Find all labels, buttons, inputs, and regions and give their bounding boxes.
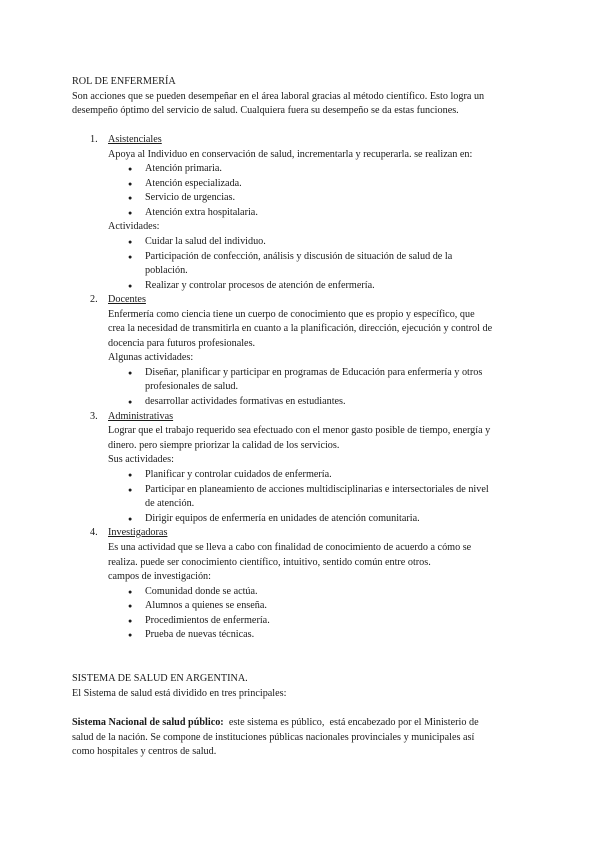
section-text: dinero. pero siempre priorizar la calidad de los servicios. — [108, 440, 340, 451]
section-label: campos de investigación: — [108, 571, 211, 582]
bullet-icon: ● — [128, 194, 133, 202]
bullet-icon: ● — [128, 180, 133, 188]
list-item-continuation: población. — [145, 265, 188, 276]
section-text: Apoya al Individuo en conservación de salud, incrementarla y recuperarla. se realizan en: — [108, 149, 473, 160]
sistema-item-line-1 — [72, 716, 479, 731]
section-label: Sus actividades: — [108, 454, 174, 465]
rol-intro-line-2: desempeño óptimo del servicio de salud. Cualquiera fuera su desempeño se da estas funciones. — [72, 105, 459, 116]
list-item: Alumnos a quienes se enseña. — [145, 600, 267, 611]
rol-title: ROL DE ENFERMERÍA — [72, 76, 176, 87]
bullet-icon: ● — [128, 631, 133, 639]
section-text: docencia para futuros profesionales. — [108, 338, 256, 349]
rol-intro-line-1: Son acciones que se pueden desempeñar en el área laboral gracias al método científico. Esto logra un — [72, 91, 485, 102]
sistema-item-line-2: salud de la nación. Se compone de instituciones públicas nacionales provinciales y municipales así — [72, 732, 475, 743]
bullet-icon: ● — [128, 588, 133, 596]
list-item: desarrollar actividades formativas en estudiantes. — [145, 396, 346, 407]
section-number: 3. — [90, 411, 98, 422]
list-item: Atención primaria. — [145, 163, 222, 174]
list-item: Diseñar, planificar y participar en programas de Educación para enfermería y otros — [145, 367, 483, 378]
section-title-asistenciales: Asistenciales — [108, 134, 162, 145]
section-number: 1. — [90, 134, 98, 145]
bullet-icon: ● — [128, 515, 133, 523]
list-item: Comunidad donde se actúa. — [145, 586, 258, 597]
bullet-icon: ● — [128, 617, 133, 625]
section-text: Es una actividad que se lleva a cabo con finalidad de conocimiento de acuerdo a cómo se — [108, 542, 472, 553]
list-item: Planificar y controlar cuidados de enfermería. — [145, 469, 332, 480]
bullet-icon: ● — [128, 209, 133, 217]
list-item: Participar en planeamiento de acciones multidisciplinarias e intersectoriales de nivel — [145, 484, 489, 495]
sistema-intro: El Sistema de salud está dividido en tres principales: — [72, 688, 287, 699]
section-number: 4. — [90, 527, 98, 538]
section-text: Enfermería como ciencia tiene un cuerpo de conocimiento que es propio y específico, que — [108, 309, 475, 320]
list-item-continuation: profesionales de salud. — [145, 381, 239, 392]
list-item: Procedimientos de enfermería. — [145, 615, 270, 626]
section-label: Algunas actividades: — [108, 352, 194, 363]
list-item: Atención extra hospitalaria. — [145, 207, 258, 218]
list-item: Participación de confección, análisis y discusión de situación de salud de la — [145, 251, 453, 262]
bullet-icon: ● — [128, 238, 133, 246]
section-label: Actividades: — [108, 221, 160, 232]
list-item: Dirigir equipos de enfermería en unidades de atención comunitaria. — [145, 513, 420, 524]
list-item: Realizar y controlar procesos de atención de enfermería. — [145, 280, 375, 291]
section-title-administrativas: Administrativas — [108, 411, 174, 422]
section-text: crea la necesidad de transmitirla en cuanto a la planificación, dirección, ejecución y control de — [108, 323, 493, 334]
section-title-investigadoras: Investigadoras — [108, 527, 168, 538]
list-item: Servicio de urgencias. — [145, 192, 236, 203]
list-item: Prueba de nuevas técnicas. — [145, 629, 255, 640]
list-item: Atención especializada. — [145, 178, 242, 189]
sistema-item-text: este sistema es público, está encabezado por el Ministerio de — [223, 717, 479, 728]
bullet-icon: ● — [128, 471, 133, 479]
section-number: 2. — [90, 294, 98, 305]
sistema-item-line-3: como hospitales y centros de salud. — [72, 746, 217, 757]
bullet-icon: ● — [128, 253, 133, 261]
section-text: Lograr que el trabajo requerido sea efectuado con el menor gasto posible de tiempo, energía y — [108, 425, 491, 436]
sistema-title: SISTEMA DE SALUD EN ARGENTINA. — [72, 673, 248, 684]
section-title-docentes: Docentes — [108, 294, 146, 305]
bullet-icon: ● — [128, 602, 133, 610]
list-item: Cuidar la salud del individuo. — [145, 236, 266, 247]
bullet-icon: ● — [128, 486, 133, 494]
bullet-icon: ● — [128, 369, 133, 377]
bullet-icon: ● — [128, 282, 133, 290]
sistema-item-heading: Sistema Nacional de salud público: — [72, 717, 224, 728]
bullet-icon: ● — [128, 398, 133, 406]
bullet-icon: ● — [128, 165, 133, 173]
list-item-continuation: de atención. — [145, 498, 195, 509]
section-text: realiza. puede ser conocimiento científico, intuitivo, sentido común entre otros. — [108, 557, 431, 568]
